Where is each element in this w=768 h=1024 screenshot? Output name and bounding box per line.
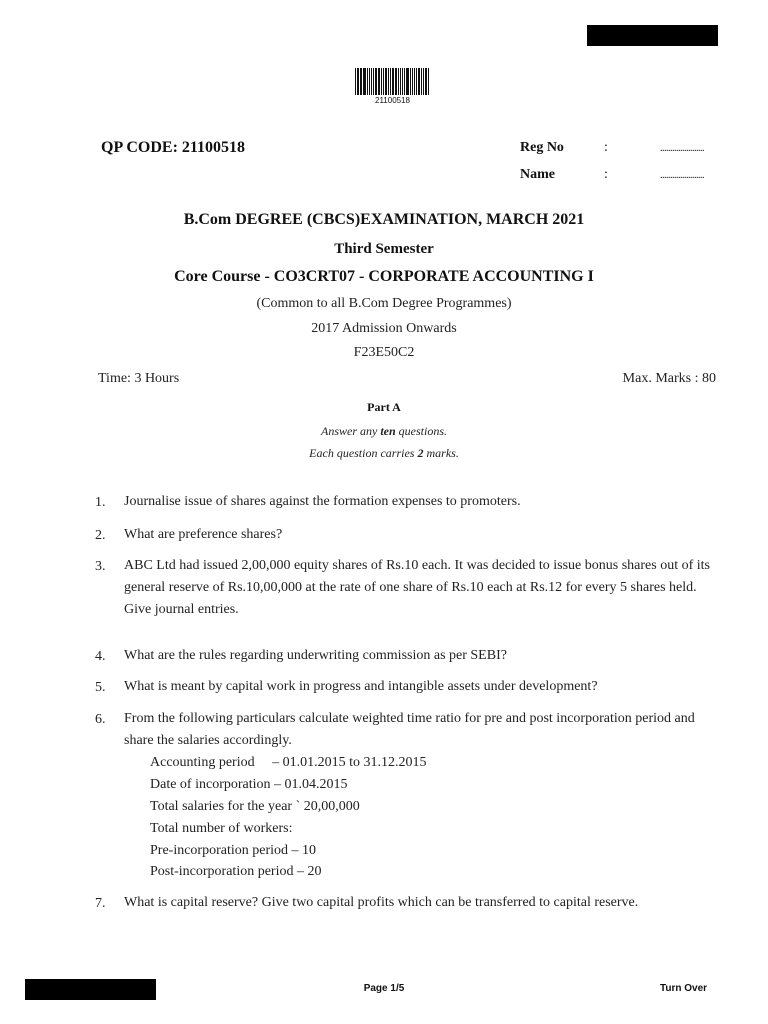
marks-instruction-suffix: marks. <box>423 446 459 460</box>
reg-no-colon: : <box>604 140 608 155</box>
question-text: What are preference shares? <box>124 527 283 542</box>
qp-code: QP CODE: 21100518 <box>101 139 246 156</box>
question-text: What is meant by capital work in progress and intangible assets under development? <box>124 679 598 694</box>
paper-code: F23E50C2 <box>353 345 415 360</box>
answer-instruction-count: ten <box>380 424 396 438</box>
reg-no-blank: ...................... <box>660 143 704 154</box>
question-text: What are the rules regarding underwriting commission as per SEBI? <box>124 648 507 663</box>
part-label: Part A <box>367 400 401 414</box>
question-number: 6. <box>95 712 106 727</box>
page-number: Page 1/5 <box>363 983 405 994</box>
name-blank: ...................... <box>660 170 704 181</box>
marks-instruction <box>0 446 768 461</box>
admission-note: 2017 Admission Onwards <box>311 321 457 336</box>
question-number: 3. <box>95 559 106 574</box>
answer-instruction-prefix: Answer any <box>320 424 381 438</box>
question-number: 7. <box>95 896 106 911</box>
question-text: What is capital reserve? Give two capital profits which can be transferred to capital reserve. <box>124 895 639 910</box>
barcode-number: 21100518 <box>375 96 410 105</box>
reg-no-label: Reg No <box>520 140 564 155</box>
max-marks: Max. Marks : 80 <box>622 371 716 386</box>
q6-detail-line <box>150 755 426 771</box>
q6-detail-line: Total number of workers: <box>150 821 293 836</box>
question-number: 4. <box>95 649 106 664</box>
barcode-image <box>355 68 430 95</box>
question-text: From the following particulars calculate weighted time ratio for pre and post incorporation period and share the salaries accordingly. <box>124 711 695 748</box>
q6-detail-line: Total salaries for the year ` 20,00,000 <box>150 799 360 814</box>
name-colon: : <box>604 167 608 182</box>
common-note: (Common to all B.Com Degree Programmes) <box>256 296 512 311</box>
question-number: 1. <box>95 495 106 510</box>
q6-detail-line: Pre-incorporation period – 10 <box>150 843 317 858</box>
answer-instruction-suffix: questions. <box>395 424 447 438</box>
semester-title: Third Semester <box>334 241 434 257</box>
q6-detail-text: Accounting period – 01.01.2015 to 31.12.2015 <box>150 755 427 770</box>
time-allowed: Time: 3 Hours <box>98 371 180 386</box>
name-label: Name <box>520 167 555 182</box>
marks-instruction-count: 2 <box>417 446 424 460</box>
answer-instruction <box>0 424 768 439</box>
redaction-block-top <box>587 25 718 46</box>
question-number: 2. <box>95 528 106 543</box>
turn-over-note: Turn Over <box>660 983 708 994</box>
question-number: 5. <box>95 680 106 695</box>
q6-detail-line: Date of incorporation – 01.04.2015 <box>150 777 348 792</box>
marks-instruction-prefix: Each question carries <box>309 446 418 460</box>
course-title: Core Course - CO3CRT07 - CORPORATE ACCOUNTING I <box>174 268 594 285</box>
exam-title: B.Com DEGREE (CBCS)EXAMINATION, MARCH 2021 <box>183 211 585 228</box>
q6-detail-line: Post-incorporation period – 20 <box>150 864 322 879</box>
question-text: ABC Ltd had issued 2,00,000 equity shares of Rs.10 each. It was decided to issue bonus shares out of its general reserve of Rs.10,00,000 at the rate of one share of Rs.10 each at Rs.12 for every 5 shares held. Give journal entries. <box>124 558 710 617</box>
question-text: Journalise issue of shares against the formation expenses to promoters. <box>124 494 521 509</box>
